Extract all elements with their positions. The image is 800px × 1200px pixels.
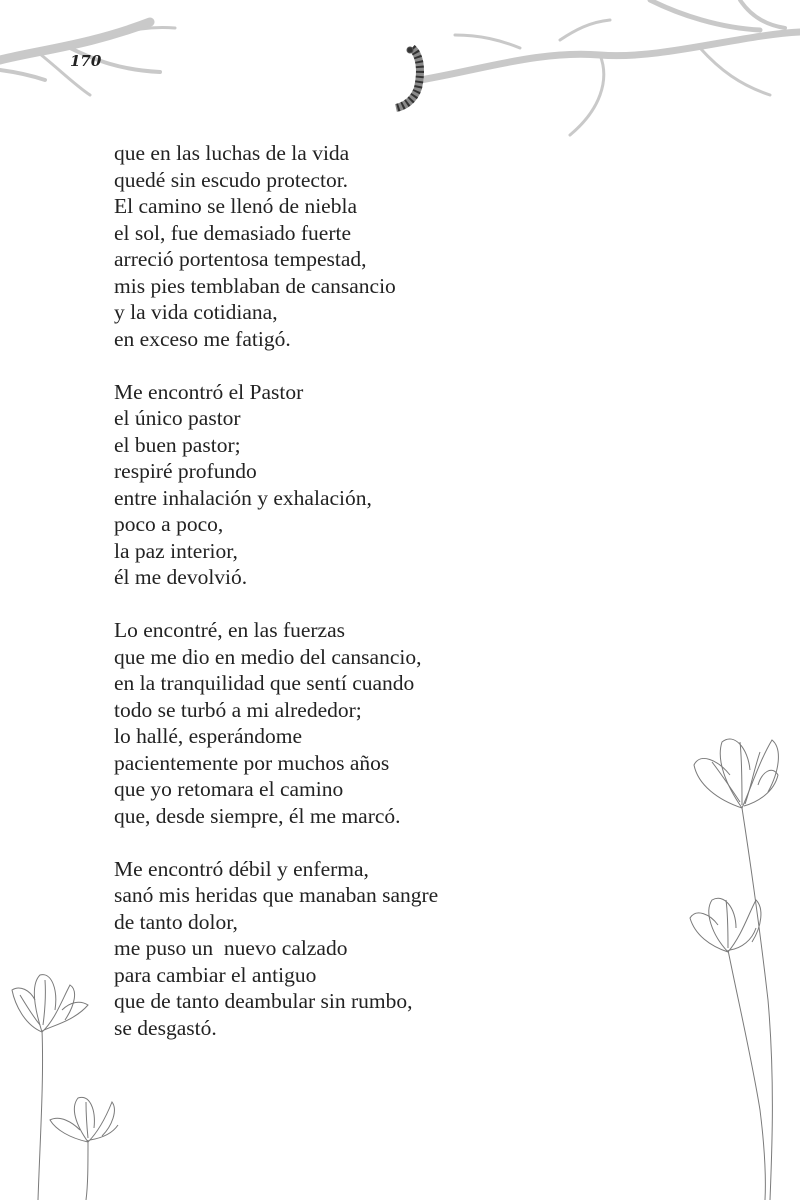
poem	[114, 140, 574, 1068]
poem-line: mis pies temblaban de cansancio	[114, 273, 396, 298]
poppy-flower-icon	[690, 898, 765, 1200]
poem-line: el sol, fue demasiado fuerte	[114, 220, 352, 245]
poem-line: arreció portentosa tempestad,	[114, 247, 367, 271]
poem-line: sanó mis heridas que manaban sangre	[114, 883, 439, 907]
poem-line: respiré profundo	[114, 459, 257, 483]
poem-line: que de tanto deambular sin rumbo,	[114, 989, 413, 1013]
poem-line: el único pastor	[114, 406, 241, 430]
poem-line: para cambiar el antiguo	[114, 962, 317, 987]
poem-line: que en las luchas de la vida	[114, 141, 350, 165]
poem-line: en exceso me fatigó.	[114, 326, 291, 351]
poem-line: que me dio en medio del cansancio,	[114, 644, 422, 669]
poem-stanza	[114, 617, 574, 829]
poem-line: que, desde siempre, él me marcó.	[114, 803, 401, 828]
poem-line: Lo encontré, en las fuerzas	[114, 618, 346, 642]
poem-line: se desgastó.	[114, 1015, 217, 1040]
caterpillar-icon	[396, 47, 420, 108]
page-number: 170	[70, 52, 102, 70]
poem-line: en la tranquilidad que sentí cuando	[114, 671, 415, 695]
poem-line: Me encontró débil y enferma,	[114, 856, 369, 881]
poppy-flower-icon	[694, 739, 778, 1200]
poem-line: el buen pastor;	[114, 432, 241, 457]
poem-line: quedé sin escudo protector.	[114, 167, 349, 192]
poem-line: de tanto dolor,	[114, 909, 238, 934]
poem-line: poco a poco,	[114, 512, 224, 536]
poppy-flower-icon	[50, 1097, 118, 1200]
poem-line: entre inhalación y exhalación,	[114, 485, 372, 510]
tree-branch-icon	[420, 0, 800, 135]
poem-line: El camino se llenó de niebla	[114, 194, 357, 218]
poem-stanza	[114, 140, 574, 352]
poem-line: todo se turbó a mi alrededor;	[114, 697, 362, 722]
poem-line: que yo retomara el camino	[114, 777, 344, 801]
poem-stanza	[114, 379, 574, 591]
poem-line: y la vida cotidiana,	[114, 300, 278, 324]
poem-stanza	[114, 856, 574, 1042]
poppy-flower-icon	[12, 975, 88, 1200]
poem-line: lo hallé, esperándome	[114, 724, 303, 748]
poem-line: Me encontró el Pastor	[114, 379, 304, 404]
poem-line: me puso un nuevo calzado	[114, 936, 348, 960]
poem-line: pacientemente por muchos años	[114, 750, 390, 775]
poem-line: la paz interior,	[114, 538, 238, 563]
poem-line: él me devolvió.	[114, 565, 248, 589]
